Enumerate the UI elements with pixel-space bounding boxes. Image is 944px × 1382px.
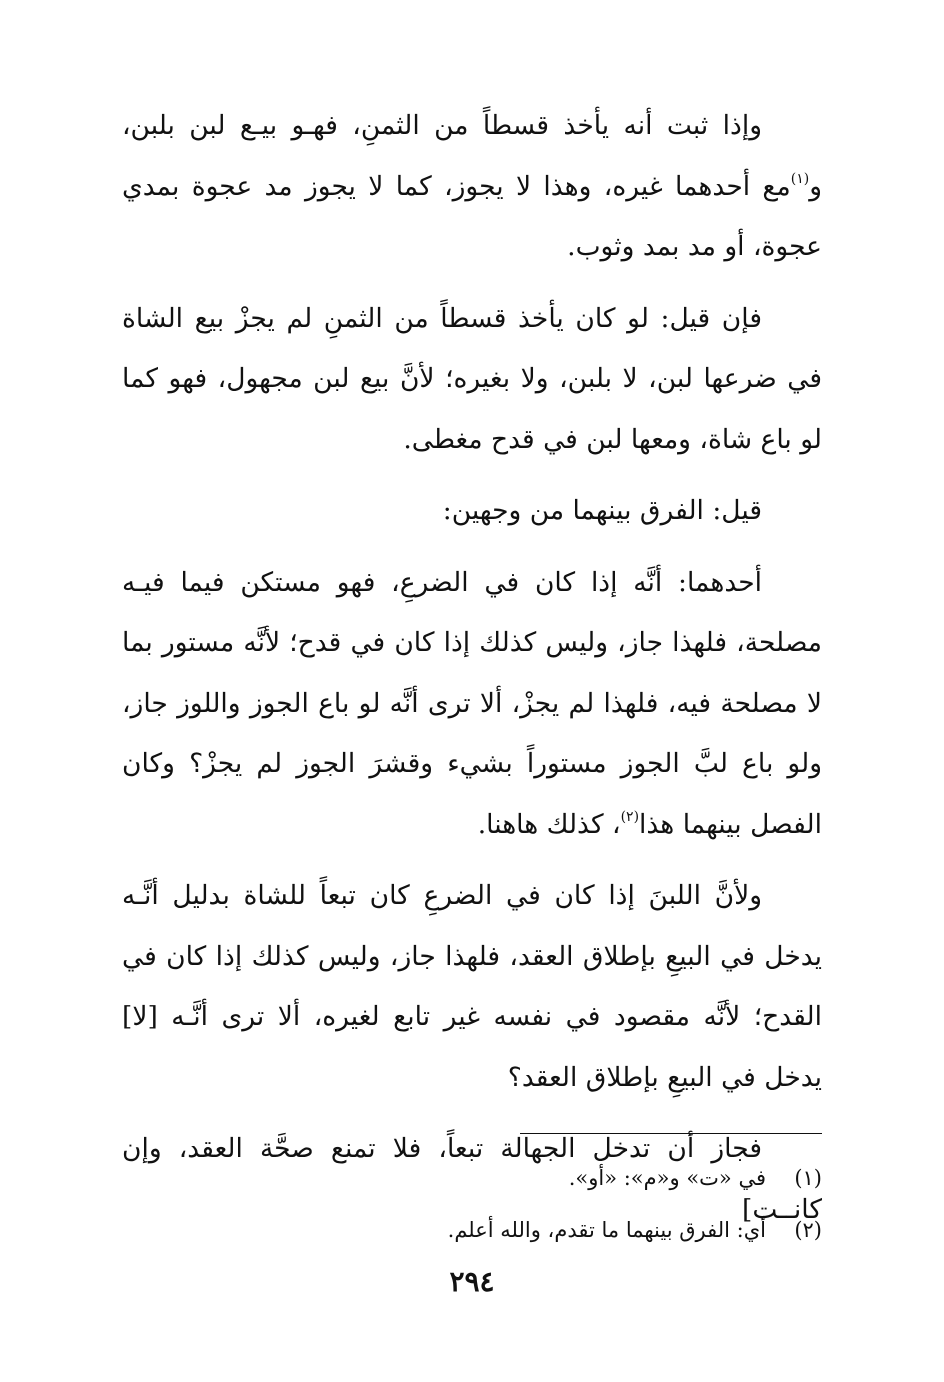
paragraph-4-text-b: ، كذلك هاهنا. [477,808,621,840]
footnote-separator [520,1133,822,1134]
paragraph-6-text: فجاز أن تدخل الجهالة تبعاً، فلا تمنع صحَّة العقد، وإن كانـ [122,1133,822,1225]
footnote-number: (١) [794,1166,822,1190]
footnote-number: (٢) [794,1218,822,1242]
paragraph-3-text: قيل: الفرق بينهما من وجهين: [442,495,762,526]
paragraph-3 [122,481,822,542]
paragraph-2-text: فإن قيل: لو كان يأخذ قسطاً من الثمنِ لم يجزْ بيع الشاة في ضرعها لبن، لا بلبن، ولا بغيره؛ لأنَّ بيع لبن مجهول، فهو كما لو باع شاة، ومعها لبن في قدح مغطى. [122,302,822,455]
footnote-2 [122,1204,822,1256]
footnote-ref-1[interactable]: (١) [790,170,810,187]
paragraph-5-text: ولأنَّ اللبنَ إذا كان في الضرعِ كان تبعاً للشاة بدليل أنَّـه يدخل في البيعِ بإطلاق العقد، فلهذا جاز، وليس كذلك إذا كان في القدح؛ لأنَّه مقصود في نفسه غير تابع لغيره، ألا ترى أنَّـه [لا] يدخل في البيعِ بإطلاق العقد؟ [122,880,822,1093]
paragraph-1-text-a: وإذا ثبت أنه يأخذ قسطاً من الثمنِ، فهـو بيـع لبن بلبن، و [122,110,822,202]
footnotes [122,1152,822,1256]
paragraph-2 [122,289,822,471]
paragraph-4-text-a: أحدهما: أنَّه إذا كان في الضرعِ، فهو مستكن فيما فيـه مصلحة، فلهذا جاز، وليس كذلك إذا كان في قدح؛ لأنَّه مستور بما لا مصلحة فيه، فلهذا لم يجزْ، ألا ترى أنَّه لو باع الجوز واللوز جاز، ولو باع لبَّ الجوز مستوراً بشيء وقشرَ الجوز لم يجزْ؟ وكان الفصل بينهما هذا [122,566,822,840]
footnote-1 [122,1152,822,1204]
paragraph-1-text-b: مع أحدهما غيره، وهذا لا يجوز، كما لا يجوز مد عجوة بمدي عجوة، أو مد بمد وثوب. [122,170,822,262]
page-number: ٢٩٤ [449,1265,495,1298]
paragraph-4 [122,553,822,856]
footnote-ref-2[interactable]: (٢) [620,808,640,825]
footnote-text: أي: الفرق بينهما ما تقدم، والله أعلم. [447,1218,766,1242]
body-text [122,96,822,1251]
paragraph-1 [122,96,822,278]
manuscript-page-marker: ـت] [742,1193,787,1225]
footnote-text: في «ت» و«م»: «أو». [568,1166,766,1190]
paragraph-5 [122,866,822,1108]
